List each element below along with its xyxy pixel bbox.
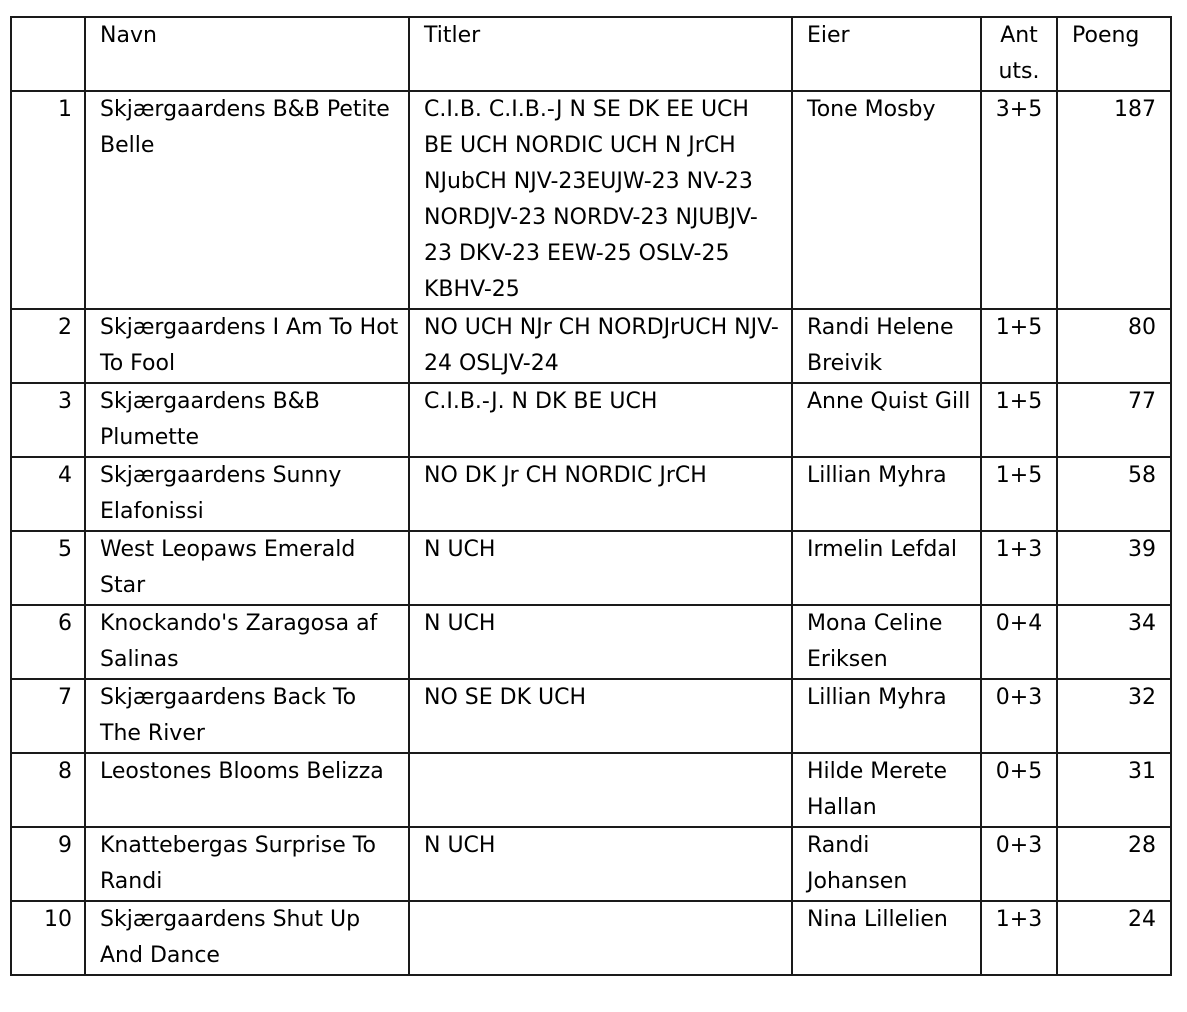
cell-count: 1+3 — [981, 531, 1057, 605]
cell-count: 3+5 — [981, 91, 1057, 309]
cell-titles: NO DK Jr CH NORDIC JrCH — [409, 457, 792, 531]
table-row — [11, 753, 1171, 827]
cell-points: 24 — [1057, 901, 1171, 975]
cell-count: 0+3 — [981, 679, 1057, 753]
cell-rank: 8 — [11, 753, 85, 827]
cell-name: Skjærgaardens B&B Petite Belle — [85, 91, 409, 309]
cell-owner: Mona Celine Eriksen — [792, 605, 981, 679]
header-count: Ant uts. — [981, 17, 1057, 91]
cell-titles: N UCH — [409, 531, 792, 605]
cell-rank: 9 — [11, 827, 85, 901]
cell-owner: Randi Johansen — [792, 827, 981, 901]
table-row — [11, 309, 1171, 383]
header-name: Navn — [85, 17, 409, 91]
table-row — [11, 827, 1171, 901]
table-row — [11, 383, 1171, 457]
header-titles: Titler — [409, 17, 792, 91]
table-row — [11, 605, 1171, 679]
cell-points: 58 — [1057, 457, 1171, 531]
header-points: Poeng — [1057, 17, 1171, 91]
cell-name: Skjærgaardens Shut Up And Dance — [85, 901, 409, 975]
cell-points: 32 — [1057, 679, 1171, 753]
table-row — [11, 901, 1171, 975]
table-row — [11, 679, 1171, 753]
cell-name: Skjærgaardens I Am To Hot To Fool — [85, 309, 409, 383]
cell-owner: Irmelin Lefdal — [792, 531, 981, 605]
cell-name: Skjærgaardens B&B Plumette — [85, 383, 409, 457]
cell-titles: C.I.B.-J. N DK BE UCH — [409, 383, 792, 457]
cell-rank: 7 — [11, 679, 85, 753]
cell-name: West Leopaws Emerald Star — [85, 531, 409, 605]
cell-rank: 3 — [11, 383, 85, 457]
ranking-table — [10, 16, 1172, 976]
cell-points: 187 — [1057, 91, 1171, 309]
header-owner: Eier — [792, 17, 981, 91]
cell-owner: Randi Helene Breivik — [792, 309, 981, 383]
table-row — [11, 531, 1171, 605]
cell-name: Leostones Blooms Belizza — [85, 753, 409, 827]
table-row — [11, 91, 1171, 309]
cell-rank: 4 — [11, 457, 85, 531]
cell-points: 77 — [1057, 383, 1171, 457]
cell-name: Knockando's Zaragosa af Salinas — [85, 605, 409, 679]
cell-count: 1+5 — [981, 457, 1057, 531]
cell-name: Skjærgaardens Sunny Elafonissi — [85, 457, 409, 531]
cell-count: 1+3 — [981, 901, 1057, 975]
cell-owner: Lillian Myhra — [792, 679, 981, 753]
cell-rank: 5 — [11, 531, 85, 605]
cell-rank: 6 — [11, 605, 85, 679]
table-row — [11, 457, 1171, 531]
cell-name: Knattebergas Surprise To Randi — [85, 827, 409, 901]
cell-titles: NO SE DK UCH — [409, 679, 792, 753]
cell-titles: N UCH — [409, 827, 792, 901]
header-row — [11, 17, 1171, 91]
cell-count: 1+5 — [981, 309, 1057, 383]
cell-owner: Lillian Myhra — [792, 457, 981, 531]
cell-titles: NO UCH NJr CH NORDJrUCH NJV-24 OSLJV-24 — [409, 309, 792, 383]
cell-count: 0+5 — [981, 753, 1057, 827]
cell-owner: Tone Mosby — [792, 91, 981, 309]
cell-points: 80 — [1057, 309, 1171, 383]
cell-owner: Nina Lillelien — [792, 901, 981, 975]
cell-owner: Anne Quist Gill — [792, 383, 981, 457]
cell-titles: C.I.B. C.I.B.-J N SE DK EE UCH BE UCH NORDIC UCH N JrCH NJubCH NJV-23EUJW-23 NV-23 NORDJV-23 NORDV-23 NJUBJV-23 DKV-23 EEW-25 OSLV-25 KBHV-25 — [409, 91, 792, 309]
cell-titles: N UCH — [409, 605, 792, 679]
cell-count: 0+3 — [981, 827, 1057, 901]
cell-points: 34 — [1057, 605, 1171, 679]
cell-titles — [409, 901, 792, 975]
cell-points: 31 — [1057, 753, 1171, 827]
cell-rank: 2 — [11, 309, 85, 383]
cell-owner: Hilde Merete Hallan — [792, 753, 981, 827]
cell-points: 39 — [1057, 531, 1171, 605]
cell-rank: 1 — [11, 91, 85, 309]
cell-rank: 10 — [11, 901, 85, 975]
cell-titles — [409, 753, 792, 827]
cell-name: Skjærgaardens Back To The River — [85, 679, 409, 753]
table-body — [11, 91, 1171, 975]
cell-count: 1+5 — [981, 383, 1057, 457]
cell-points: 28 — [1057, 827, 1171, 901]
header-rank — [11, 17, 85, 91]
cell-count: 0+4 — [981, 605, 1057, 679]
